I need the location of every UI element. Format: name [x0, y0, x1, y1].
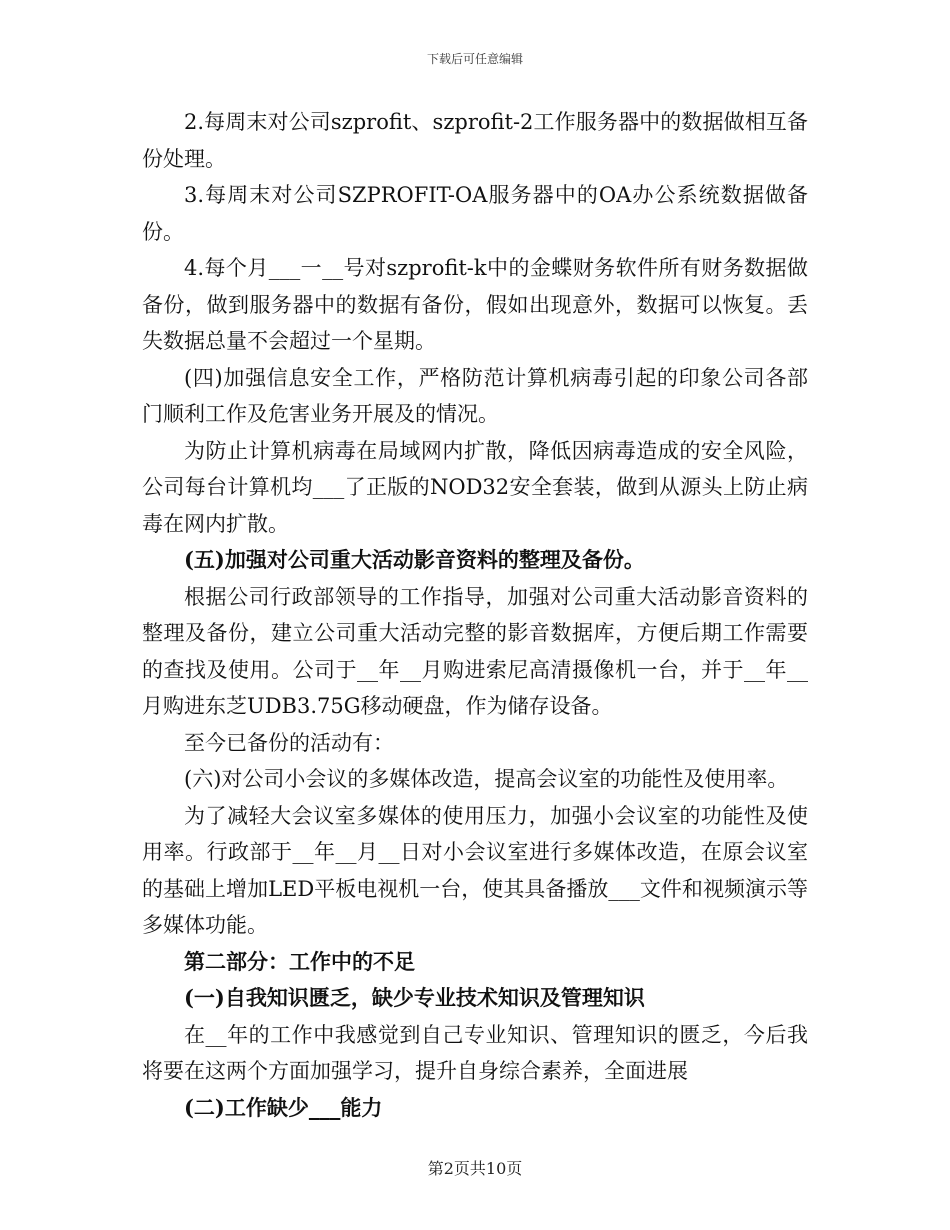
paragraph-part-2-heading: 第二部分：工作中的不足	[184, 948, 415, 974]
paragraph-media-archive: 根据公司行政部领导的工作指导，加强对公司重大活动影音资料的整理及备份，建立公司重大活动完整的影音数据库，方便后期工作需要的查找及使用。公司于__年__月购进索尼高清摄像机一台，并于__年__月购进东芝UDB3.75G移动硬盘，作为储存设备。	[142, 584, 808, 718]
page-number: 第2页共10页	[427, 1159, 523, 1178]
paragraph-meeting-room: 为了减轻大会议室多媒体的使用压力，加强小会议室的功能性及使用率。行政部于__年__月__日对小会议室进行多媒体改造，在原会议室的基础上增加LED平板电视机一台，使其具备播放___文件和视频演示等多媒体功能。	[142, 803, 808, 937]
paragraph-section-4-heading: (四)加强信息安全工作，严格防范计算机病毒引起的印象公司各部门顺利工作及危害业务开展及的情况。	[142, 365, 808, 426]
paragraph-backed-up-activities: 至今已备份的活动有：	[184, 730, 394, 755]
document-body	[142, 104, 808, 1126]
paragraph-section-5-heading: (五)加强对公司重大活动影音资料的整理及备份。	[184, 547, 645, 572]
paragraph-shortcoming-1-body: 在__年的工作中我感觉到自己专业知识、管理知识的匮乏，今后我将要在这两个方面加强学习，提升自身综合素养，全面进展	[142, 1022, 808, 1083]
paragraph-shortcoming-2-heading: (二)工作缺少___能力	[184, 1094, 383, 1120]
page-header: 下载后可任意编辑	[426, 52, 523, 66]
paragraph-backup-item-2: 2.每周末对公司szprofit、szprofit-2工作服务器中的数据做相互备份处理。	[142, 110, 808, 171]
paragraph-antivirus: 为防止计算机病毒在局域网内扩散，降低因病毒造成的安全风险，公司每台计算机均___了正版的NOD32安全套装，做到从源头上防止病毒在网内扩散。	[142, 438, 808, 536]
paragraph-backup-item-3: 3.每周末对公司SZPROFIT-OA服务器中的OA办公系统数据做备份。	[142, 183, 808, 244]
paragraph-shortcoming-1-heading: (一)自我知识匮乏，缺少专业技术知识及管理知识	[184, 985, 645, 1010]
paragraph-section-6-heading: (六)对公司小会议的多媒体改造，提高会议室的功能性及使用率。	[184, 767, 789, 791]
paragraph-backup-item-4: 4.每个月___一__号对szprofit-k中的金蝶财务软件所有财务数据做备份，做到服务器中的数据有备份，假如出现意外，数据可以恢复。丢失数据总量不会超过一个星期。	[142, 256, 808, 353]
